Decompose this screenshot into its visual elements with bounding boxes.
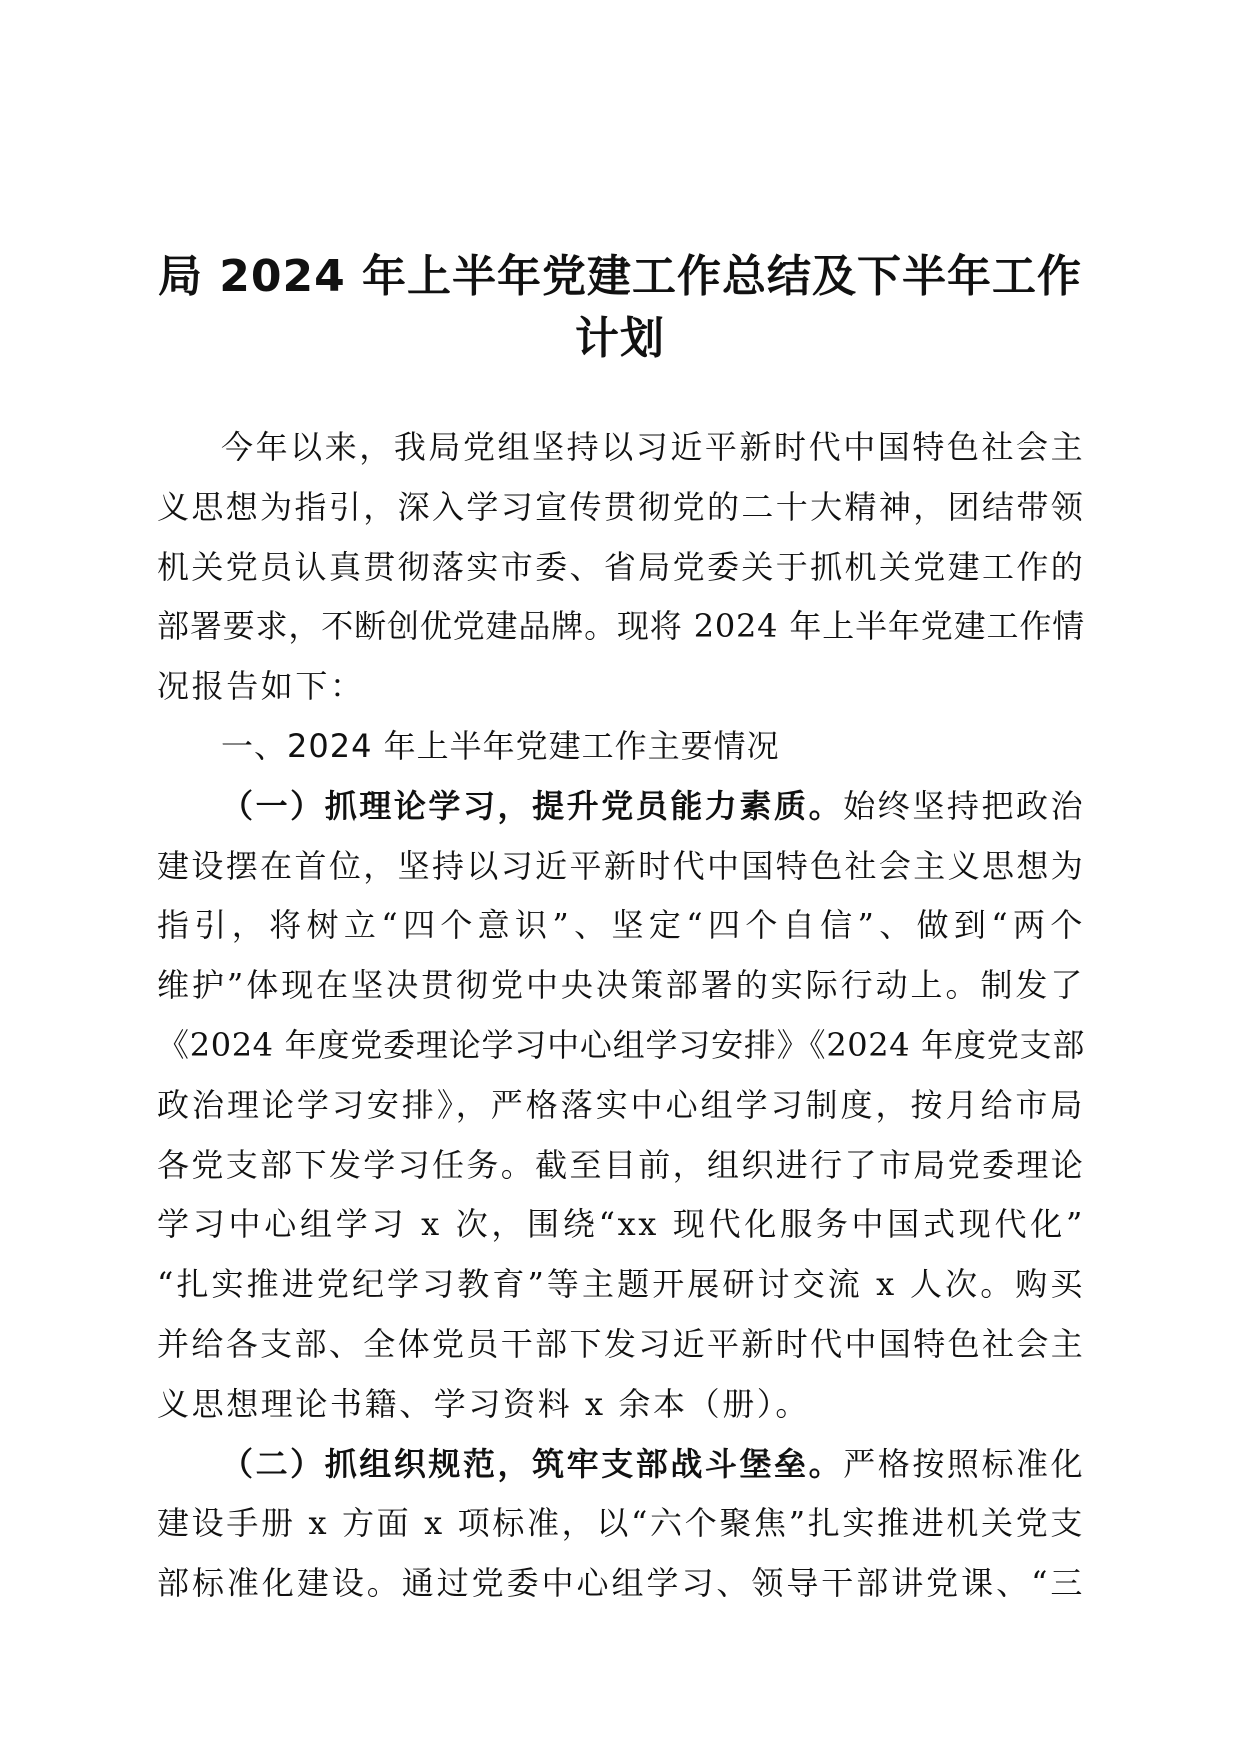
body-line: 义思想理论书籍、学习资料 x 余本（册）。 xyxy=(157,1384,810,1423)
body-line: 各党支部下发学习任务。截至目前，组织进行了市局党委理论 xyxy=(157,1145,1085,1184)
body-line: “扎实推进党纪学习教育”等主题开展研讨交流 x 人次。购买 xyxy=(157,1265,1085,1304)
subsection-text: 严格按照标准化 xyxy=(843,1444,1085,1483)
subsection-line xyxy=(157,1435,1085,1495)
body-line: 维护”体现在坚决贯彻党中央决策部署的实际行动上。制发了 xyxy=(157,966,1085,1005)
section-heading-1: 一、2024 年上半年党建工作主要情况 xyxy=(221,726,780,765)
body-line: 今年以来，我局党组坚持以习近平新时代中国特色社会主 xyxy=(221,428,1085,466)
subsection-text: 始终坚持把政治 xyxy=(843,786,1085,825)
body-line: 指引，将树立“四个意识”、坚定“四个自信”、做到“两个 xyxy=(157,906,1085,945)
title-line-2: 计划 xyxy=(575,313,665,364)
document-body xyxy=(157,418,1085,1614)
subsection-line xyxy=(157,777,1085,837)
body-line: 部标准化建设。通过党委中心组学习、领导干部讲党课、“三 xyxy=(157,1564,1085,1603)
subsection-heading-1: （一）抓理论学习，提升党员能力素质。 xyxy=(221,786,844,825)
body-line: 部署要求，不断创优党建品牌。现将 2024 年上半年党建工作情 xyxy=(157,607,1085,646)
body-line: 建设摆在首位，坚持以习近平新时代中国特色社会主义思想为 xyxy=(157,846,1085,885)
document-title xyxy=(150,246,1090,370)
body-line: 《2024 年度党委理论学习中心组学习安排》《2024 年度党支部 xyxy=(157,1025,1085,1064)
subsection-heading-2: （二）抓组织规范，筑牢支部战斗堡垒。 xyxy=(221,1444,844,1483)
body-line: 并给各支部、全体党员干部下发习近平新时代中国特色社会主 xyxy=(157,1324,1085,1363)
body-line: 政治理论学习安排》，严格落实中心组学习制度，按月给市局 xyxy=(157,1085,1085,1124)
body-line: 建设手册 x 方面 x 项标准，以“六个聚焦”扎实推进机关党支 xyxy=(157,1504,1085,1543)
title-line-1: 局 2024 年上半年党建工作总结及下半年工作 xyxy=(157,251,1083,302)
body-line: 学习中心组学习 x 次，围绕“xx 现代化服务中国式现代化” xyxy=(157,1205,1085,1244)
body-line: 义思想为指引，深入学习宣传贯彻党的二十大精神，团结带领 xyxy=(157,487,1085,526)
body-line: 况报告如下： xyxy=(157,667,365,706)
body-line: 机关党员认真贯彻落实市委、省局党委关于抓机关党建工作的 xyxy=(157,547,1085,586)
